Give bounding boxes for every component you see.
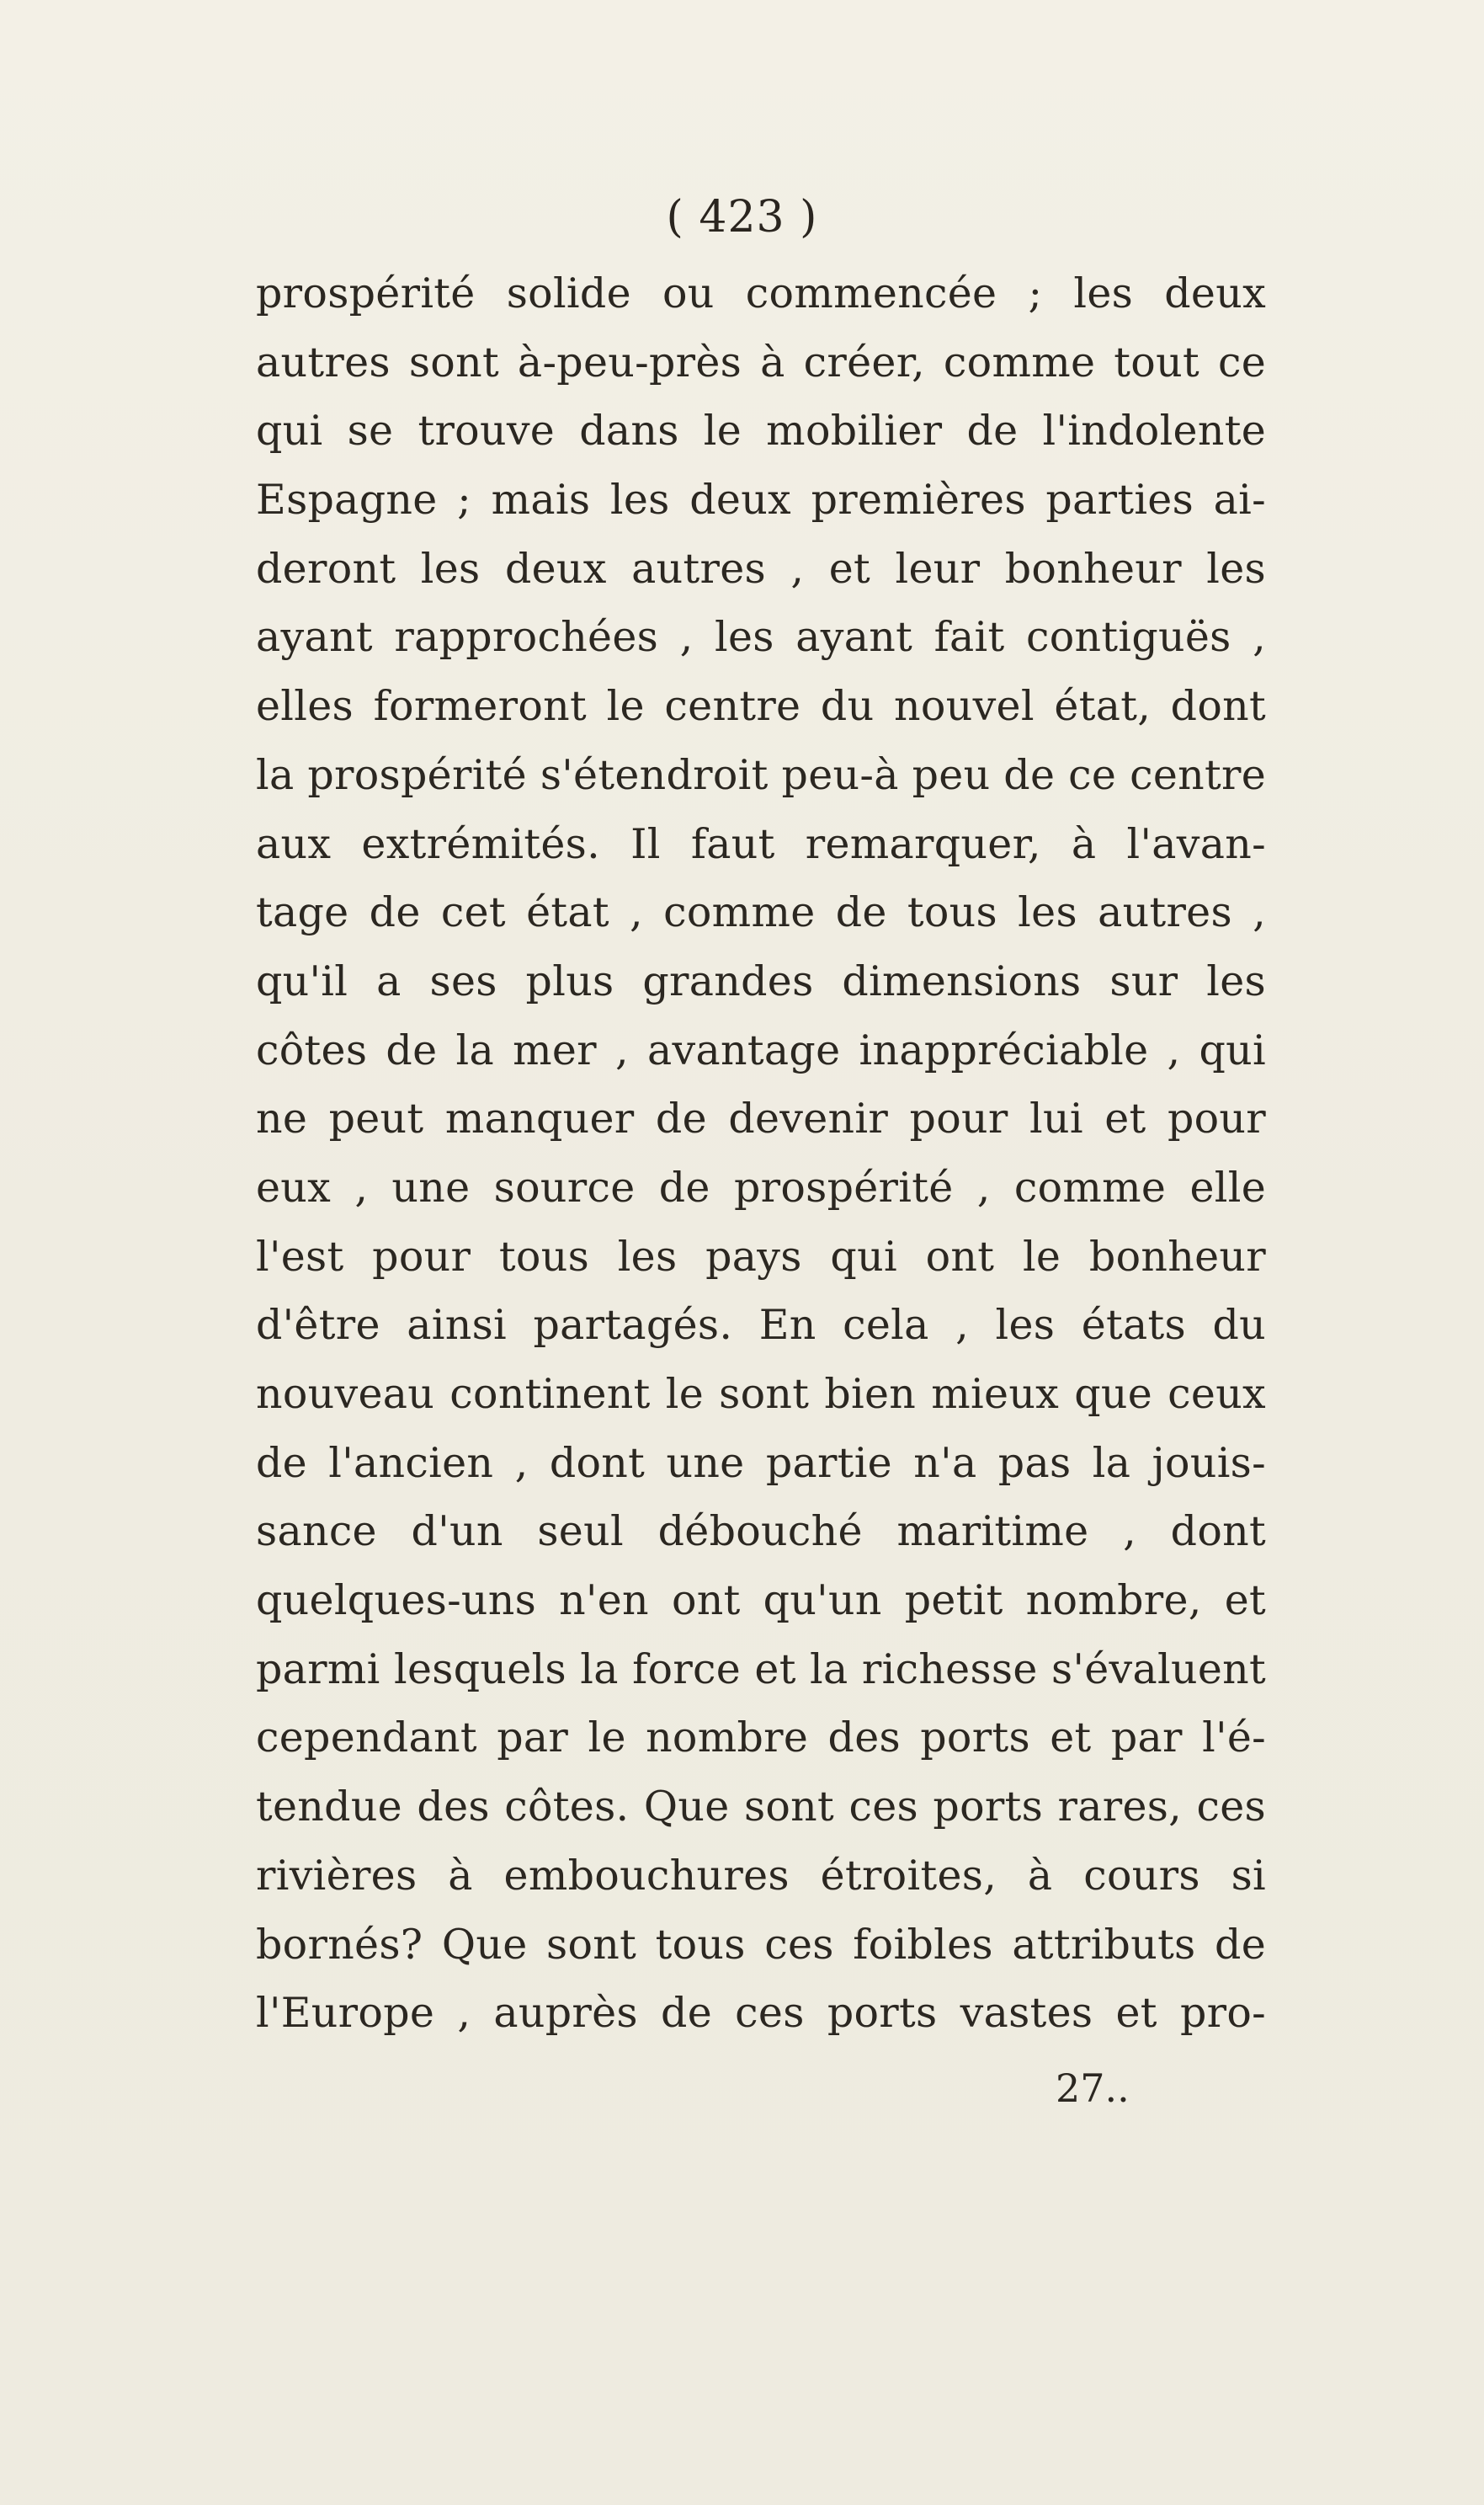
text-line: de l'ancien , dont une partie n'a pas la jouis- [256, 1438, 1266, 1487]
text-line: tage de cet état , comme de tous les autres , [256, 888, 1266, 937]
text-line: rivières à embouchures étroites, à cours si [256, 1851, 1266, 1900]
body-text [256, 259, 1266, 2048]
catchword: 27.. [1056, 2065, 1130, 2111]
text-line: deront les deux autres , et leur bonheur les [256, 544, 1266, 593]
text-line: l'est pour tous les pays qui ont le bonheur [256, 1232, 1266, 1281]
text-line: la prospérité s'étendroit peu-à peu de ce centre [256, 750, 1266, 799]
text-line: qui se trouve dans le mobilier de l'indolente [256, 407, 1266, 456]
text-line: qu'il a ses plus grandes dimensions sur les [256, 957, 1266, 1005]
text-line: bornés? Que sont tous ces foibles attributs de [256, 1920, 1266, 1969]
text-line: autres sont à-peu-près à créer, comme tout ce [256, 338, 1266, 386]
text-line: côtes de la mer , avantage inappréciable , qui [256, 1026, 1266, 1074]
text-line: nouveau continent le sont bien mieux que ceux [256, 1370, 1266, 1418]
text-line: d'être ainsi partagés. En cela , les états du [256, 1301, 1266, 1350]
text-line: aux extrémités. Il faut remarquer, à l'avan- [256, 819, 1266, 868]
text-line: prospérité solide ou commencée ; les deux [256, 269, 1266, 317]
text-line: parmi lesquels la force et la richesse s'évaluent [256, 1644, 1266, 1693]
text-line: ayant rapprochées , les ayant fait contiguës , [256, 613, 1266, 662]
text-line: sance d'un seul débouché maritime , dont [256, 1507, 1266, 1556]
text-line: elles formeront le centre du nouvel état, dont [256, 682, 1266, 731]
text-line: tendue des côtes. Que sont ces ports rares, ces [256, 1783, 1266, 1831]
text-line: l'Europe , auprès de ces ports vastes et pro- [256, 1989, 1266, 2038]
text-line: ne peut manquer de devenir pour lui et pour [256, 1095, 1266, 1143]
text-line: eux , une source de prospérité , comme elle [256, 1163, 1266, 1212]
text-line: Espagne ; mais les deux premières parties ai- [256, 476, 1266, 525]
text-line: cependant par le nombre des ports et par l'é- [256, 1714, 1266, 1762]
page-number: ( 423 ) [666, 192, 818, 243]
text-line: quelques-uns n'en ont qu'un petit nombre, et [256, 1576, 1266, 1625]
